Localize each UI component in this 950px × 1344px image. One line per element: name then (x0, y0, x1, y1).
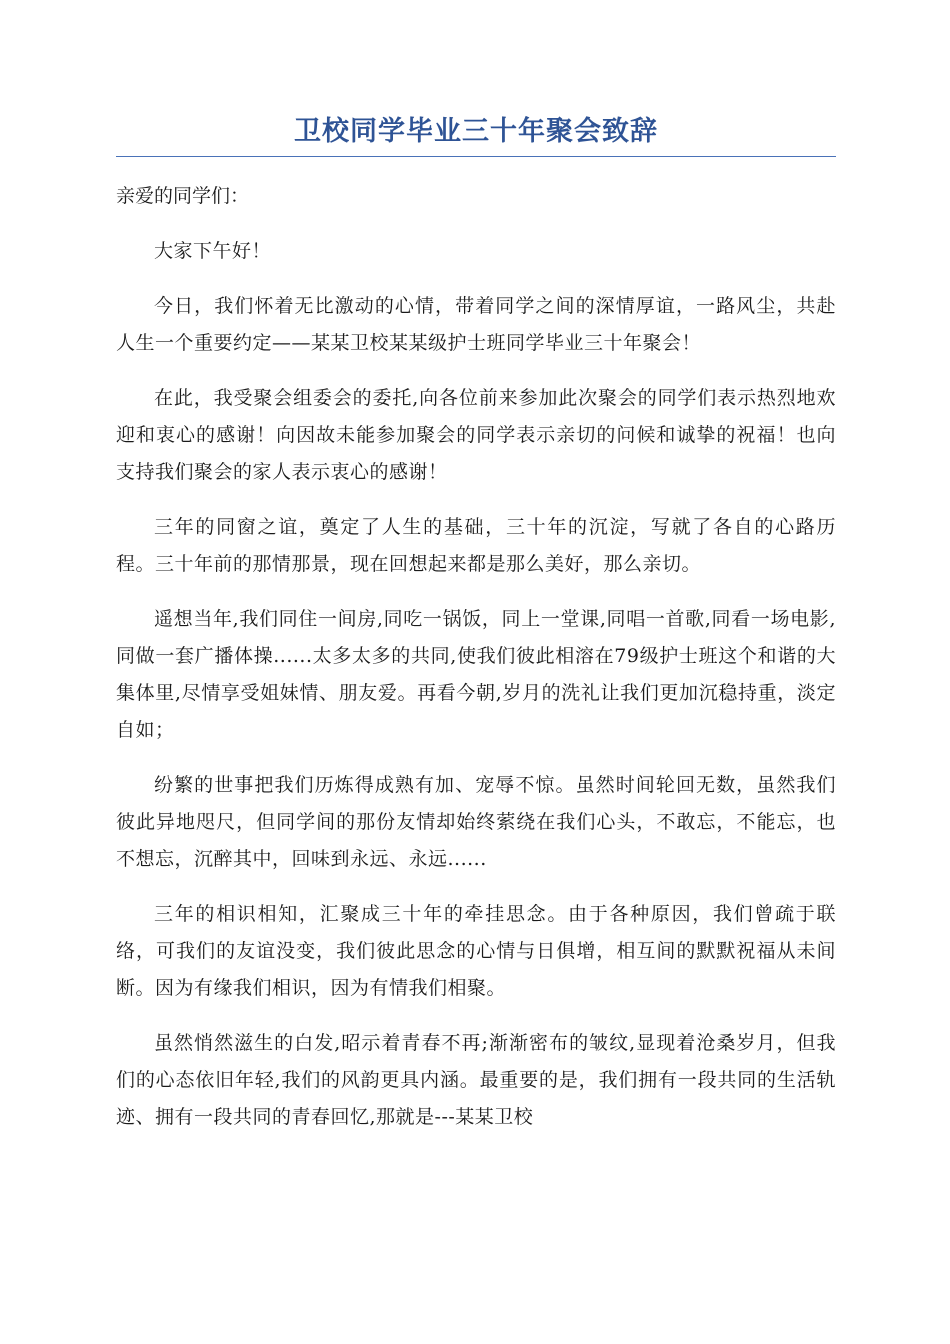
paragraph-opening: 今日，我们怀着无比激动的心情，带着同学之间的深情厚谊，一路风尘，共赴人生一个重要约定——某某卫校某某级护士班同学毕业三十年聚会！ (116, 295, 836, 354)
document-title: 卫校同学毕业三十年聚会致辞 (294, 116, 658, 147)
document-page (116, 112, 836, 1154)
paragraph-youth: 虽然悄然滋生的白发,昭示着青春不再;渐渐密布的皱纹,显现着沧桑岁月，但我们的心态依旧年轻,我们的风韵更具内涵。最重要的是，我们拥有一段共同的生活轨迹、拥有一段共同的青春回忆,那就是---某某卫校 (116, 1032, 836, 1128)
paragraph-welcome: 在此，我受聚会组委会的委托,向各位前来参加此次聚会的同学们表示热烈地欢迎和衷心的感谢！向因故未能参加聚会的同学表示亲切的问候和诚挚的祝福！也向支持我们聚会的家人表示衷心的感谢！ (116, 387, 836, 483)
paragraph-greeting: 大家下午好！ (154, 240, 272, 262)
salutation: 亲爱的同学们： (116, 185, 250, 207)
paragraph-longing: 三年的相识相知，汇聚成三十年的牵挂思念。由于各种原因，我们曾疏于联络，可我们的友谊没变，我们彼此思念的心情与日俱增，相互间的默默祝福从未间断。因为有缘我们相识，因为有情我们相聚。 (116, 903, 836, 999)
paragraph-maturity: 纷繁的世事把我们历炼得成熟有加、宠辱不惊。虽然时间轮回无数，虽然我们彼此异地咫尺，但同学间的那份友情却始终萦绕在我们心头，不敢忘，不能忘，也不想忘，沉醉其中，回味到永远、永远...... (116, 774, 836, 870)
paragraph-friendship: 三年的同窗之谊，奠定了人生的基础，三十年的沉淀，写就了各自的心路历程。三十年前的那情那景，现在回想起来都是那么美好，那么亲切。 (116, 516, 836, 575)
title-underline (116, 156, 836, 157)
paragraph-memories: 遥想当年,我们同住一间房,同吃一锅饭，同上一堂课,同唱一首歌,同看一场电影,同做一套广播体操......太多太多的共同,使我们彼此相溶在79级护士班这个和谐的大集体里,尽情享受姐妹情、朋友爱。再看今朝,岁月的洗礼让我们更加沉稳持重，淡定自如； (116, 608, 836, 741)
